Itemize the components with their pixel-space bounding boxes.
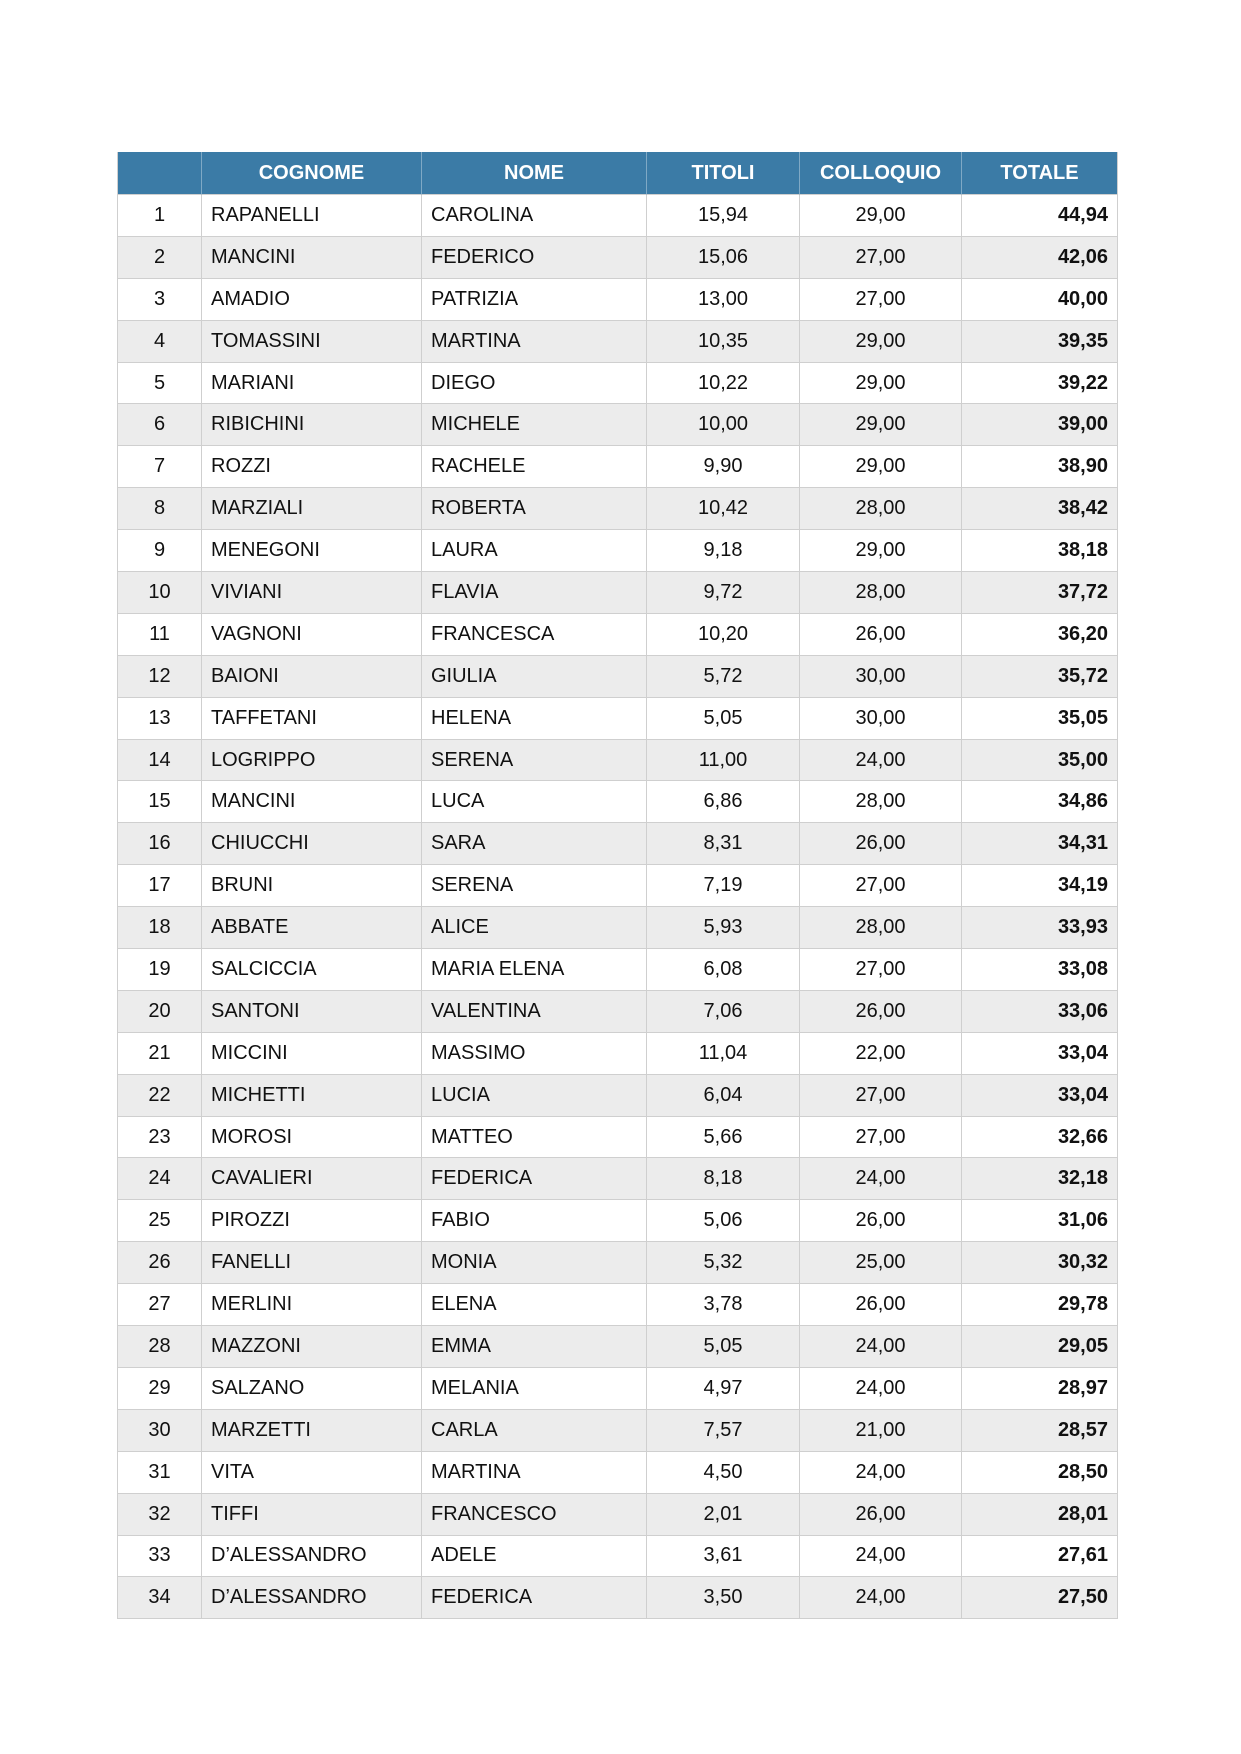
- colloquio-cell: 29,00: [800, 195, 962, 237]
- colloquio-cell: 28,00: [800, 572, 962, 614]
- colloquio-cell: 24,00: [800, 1577, 962, 1619]
- table-row: [118, 237, 1118, 279]
- nome-cell: CARLA: [422, 1410, 647, 1452]
- nome-cell: GIULIA: [422, 656, 647, 698]
- totale-cell: 27,61: [962, 1536, 1118, 1578]
- titoli-cell: 5,05: [647, 1326, 800, 1368]
- nome-cell: FLAVIA: [422, 572, 647, 614]
- totale-cell: 34,31: [962, 823, 1118, 865]
- colloquio-cell: 22,00: [800, 1033, 962, 1075]
- nome-cell: MELANIA: [422, 1368, 647, 1410]
- titoli-cell: 3,50: [647, 1577, 800, 1619]
- totale-cell: 36,20: [962, 614, 1118, 656]
- rank-cell: 13: [118, 698, 202, 740]
- titoli-cell: 5,05: [647, 698, 800, 740]
- nome-cell: FRANCESCA: [422, 614, 647, 656]
- titoli-cell: 5,93: [647, 907, 800, 949]
- table-row: [118, 740, 1118, 782]
- colloquio-cell: 24,00: [800, 740, 962, 782]
- titoli-cell: 8,18: [647, 1158, 800, 1200]
- header-titoli: TITOLI: [647, 152, 800, 195]
- titoli-cell: 4,50: [647, 1452, 800, 1494]
- totale-cell: 42,06: [962, 237, 1118, 279]
- rank-cell: 33: [118, 1536, 202, 1578]
- rank-cell: 28: [118, 1326, 202, 1368]
- totale-cell: 29,05: [962, 1326, 1118, 1368]
- nome-cell: LAURA: [422, 530, 647, 572]
- colloquio-cell: 28,00: [800, 488, 962, 530]
- table-row: [118, 1242, 1118, 1284]
- nome-cell: DIEGO: [422, 363, 647, 405]
- rank-cell: 27: [118, 1284, 202, 1326]
- totale-cell: 27,50: [962, 1577, 1118, 1619]
- table-row: [118, 488, 1118, 530]
- totale-cell: 28,57: [962, 1410, 1118, 1452]
- rank-cell: 22: [118, 1075, 202, 1117]
- rank-cell: 9: [118, 530, 202, 572]
- cognome-cell: MICHETTI: [202, 1075, 422, 1117]
- titoli-cell: 7,19: [647, 865, 800, 907]
- colloquio-cell: 27,00: [800, 1075, 962, 1117]
- table-row: [118, 823, 1118, 865]
- header-colloquio: COLLOQUIO: [800, 152, 962, 195]
- titoli-cell: 9,18: [647, 530, 800, 572]
- totale-cell: 33,06: [962, 991, 1118, 1033]
- rank-cell: 4: [118, 321, 202, 363]
- rank-cell: 32: [118, 1494, 202, 1536]
- totale-cell: 33,04: [962, 1075, 1118, 1117]
- nome-cell: EMMA: [422, 1326, 647, 1368]
- titoli-cell: 6,08: [647, 949, 800, 991]
- rank-cell: 16: [118, 823, 202, 865]
- table-row: [118, 1368, 1118, 1410]
- rank-cell: 30: [118, 1410, 202, 1452]
- totale-cell: 39,00: [962, 404, 1118, 446]
- rank-cell: 31: [118, 1452, 202, 1494]
- rank-cell: 23: [118, 1117, 202, 1159]
- cognome-cell: VAGNONI: [202, 614, 422, 656]
- cognome-cell: SANTONI: [202, 991, 422, 1033]
- cognome-cell: RIBICHINI: [202, 404, 422, 446]
- totale-cell: 32,18: [962, 1158, 1118, 1200]
- cognome-cell: RAPANELLI: [202, 195, 422, 237]
- table-row: [118, 1410, 1118, 1452]
- totale-cell: 31,06: [962, 1200, 1118, 1242]
- table-row: [118, 1284, 1118, 1326]
- titoli-cell: 9,72: [647, 572, 800, 614]
- titoli-cell: 3,61: [647, 1536, 800, 1578]
- cognome-cell: FANELLI: [202, 1242, 422, 1284]
- colloquio-cell: 24,00: [800, 1452, 962, 1494]
- cognome-cell: SALCICCIA: [202, 949, 422, 991]
- nome-cell: SERENA: [422, 740, 647, 782]
- table-row: [118, 698, 1118, 740]
- table-header-row: [118, 152, 1118, 195]
- totale-cell: 28,97: [962, 1368, 1118, 1410]
- colloquio-cell: 29,00: [800, 321, 962, 363]
- nome-cell: MARTINA: [422, 1452, 647, 1494]
- titoli-cell: 11,00: [647, 740, 800, 782]
- nome-cell: VALENTINA: [422, 991, 647, 1033]
- totale-cell: 33,08: [962, 949, 1118, 991]
- titoli-cell: 6,86: [647, 781, 800, 823]
- nome-cell: MASSIMO: [422, 1033, 647, 1075]
- cognome-cell: VIVIANI: [202, 572, 422, 614]
- cognome-cell: TIFFI: [202, 1494, 422, 1536]
- totale-cell: 30,32: [962, 1242, 1118, 1284]
- cognome-cell: VITA: [202, 1452, 422, 1494]
- nome-cell: LUCIA: [422, 1075, 647, 1117]
- totale-cell: 28,50: [962, 1452, 1118, 1494]
- rank-cell: 29: [118, 1368, 202, 1410]
- colloquio-cell: 29,00: [800, 404, 962, 446]
- totale-cell: 38,18: [962, 530, 1118, 572]
- nome-cell: FEDERICO: [422, 237, 647, 279]
- colloquio-cell: 26,00: [800, 823, 962, 865]
- titoli-cell: 8,31: [647, 823, 800, 865]
- table-row: [118, 321, 1118, 363]
- table-row: [118, 1326, 1118, 1368]
- cognome-cell: BRUNI: [202, 865, 422, 907]
- totale-cell: 37,72: [962, 572, 1118, 614]
- nome-cell: CAROLINA: [422, 195, 647, 237]
- colloquio-cell: 27,00: [800, 1117, 962, 1159]
- nome-cell: ELENA: [422, 1284, 647, 1326]
- cognome-cell: MICCINI: [202, 1033, 422, 1075]
- colloquio-cell: 26,00: [800, 1494, 962, 1536]
- cognome-cell: MANCINI: [202, 781, 422, 823]
- nome-cell: MATTEO: [422, 1117, 647, 1159]
- table-row: [118, 949, 1118, 991]
- totale-cell: 33,93: [962, 907, 1118, 949]
- rank-cell: 24: [118, 1158, 202, 1200]
- table-row: [118, 572, 1118, 614]
- colloquio-cell: 30,00: [800, 656, 962, 698]
- rank-cell: 3: [118, 279, 202, 321]
- nome-cell: MICHELE: [422, 404, 647, 446]
- rank-cell: 15: [118, 781, 202, 823]
- nome-cell: LUCA: [422, 781, 647, 823]
- totale-cell: 39,35: [962, 321, 1118, 363]
- totale-cell: 28,01: [962, 1494, 1118, 1536]
- nome-cell: MARIA ELENA: [422, 949, 647, 991]
- rank-cell: 34: [118, 1577, 202, 1619]
- header-rank: [118, 152, 202, 195]
- rank-cell: 25: [118, 1200, 202, 1242]
- cognome-cell: SALZANO: [202, 1368, 422, 1410]
- cognome-cell: ABBATE: [202, 907, 422, 949]
- rank-cell: 20: [118, 991, 202, 1033]
- titoli-cell: 7,57: [647, 1410, 800, 1452]
- nome-cell: PATRIZIA: [422, 279, 647, 321]
- colloquio-cell: 24,00: [800, 1536, 962, 1578]
- cognome-cell: ROZZI: [202, 446, 422, 488]
- titoli-cell: 10,00: [647, 404, 800, 446]
- totale-cell: 35,72: [962, 656, 1118, 698]
- titoli-cell: 5,72: [647, 656, 800, 698]
- titoli-cell: 2,01: [647, 1494, 800, 1536]
- colloquio-cell: 26,00: [800, 1200, 962, 1242]
- rank-cell: 21: [118, 1033, 202, 1075]
- table-row: [118, 404, 1118, 446]
- titoli-cell: 10,35: [647, 321, 800, 363]
- rank-cell: 10: [118, 572, 202, 614]
- titoli-cell: 5,32: [647, 1242, 800, 1284]
- totale-cell: 38,42: [962, 488, 1118, 530]
- cognome-cell: MANCINI: [202, 237, 422, 279]
- table-row: [118, 865, 1118, 907]
- cognome-cell: MERLINI: [202, 1284, 422, 1326]
- nome-cell: MONIA: [422, 1242, 647, 1284]
- titoli-cell: 10,22: [647, 363, 800, 405]
- cognome-cell: MENEGONI: [202, 530, 422, 572]
- nome-cell: SARA: [422, 823, 647, 865]
- cognome-cell: MARZIALI: [202, 488, 422, 530]
- rank-cell: 19: [118, 949, 202, 991]
- colloquio-cell: 25,00: [800, 1242, 962, 1284]
- titoli-cell: 13,00: [647, 279, 800, 321]
- totale-cell: 35,05: [962, 698, 1118, 740]
- totale-cell: 34,19: [962, 865, 1118, 907]
- totale-cell: 44,94: [962, 195, 1118, 237]
- table-row: [118, 907, 1118, 949]
- cognome-cell: MAZZONI: [202, 1326, 422, 1368]
- colloquio-cell: 27,00: [800, 279, 962, 321]
- titoli-cell: 4,97: [647, 1368, 800, 1410]
- titoli-cell: 15,06: [647, 237, 800, 279]
- colloquio-cell: 21,00: [800, 1410, 962, 1452]
- titoli-cell: 5,66: [647, 1117, 800, 1159]
- rank-cell: 17: [118, 865, 202, 907]
- colloquio-cell: 29,00: [800, 446, 962, 488]
- cognome-cell: CAVALIERI: [202, 1158, 422, 1200]
- titoli-cell: 5,06: [647, 1200, 800, 1242]
- nome-cell: ROBERTA: [422, 488, 647, 530]
- cognome-cell: D’ALESSANDRO: [202, 1577, 422, 1619]
- cognome-cell: AMADIO: [202, 279, 422, 321]
- table-row: [118, 195, 1118, 237]
- totale-cell: 32,66: [962, 1117, 1118, 1159]
- header-nome: NOME: [422, 152, 647, 195]
- rank-cell: 8: [118, 488, 202, 530]
- nome-cell: SERENA: [422, 865, 647, 907]
- titoli-cell: 10,20: [647, 614, 800, 656]
- totale-cell: 29,78: [962, 1284, 1118, 1326]
- table-row: [118, 656, 1118, 698]
- titoli-cell: 3,78: [647, 1284, 800, 1326]
- nome-cell: ALICE: [422, 907, 647, 949]
- table-row: [118, 279, 1118, 321]
- cognome-cell: MARIANI: [202, 363, 422, 405]
- table-body: [118, 195, 1118, 1619]
- rank-cell: 18: [118, 907, 202, 949]
- nome-cell: FABIO: [422, 1200, 647, 1242]
- colloquio-cell: 24,00: [800, 1326, 962, 1368]
- colloquio-cell: 28,00: [800, 781, 962, 823]
- ranking-table: [117, 152, 1118, 1619]
- rank-cell: 1: [118, 195, 202, 237]
- table-row: [118, 1117, 1118, 1159]
- rank-cell: 26: [118, 1242, 202, 1284]
- rank-cell: 2: [118, 237, 202, 279]
- titoli-cell: 9,90: [647, 446, 800, 488]
- totale-cell: 39,22: [962, 363, 1118, 405]
- nome-cell: ADELE: [422, 1536, 647, 1578]
- colloquio-cell: 24,00: [800, 1158, 962, 1200]
- cognome-cell: BAIONI: [202, 656, 422, 698]
- colloquio-cell: 26,00: [800, 614, 962, 656]
- rank-cell: 14: [118, 740, 202, 782]
- cognome-cell: CHIUCCHI: [202, 823, 422, 865]
- table-row: [118, 1158, 1118, 1200]
- colloquio-cell: 29,00: [800, 530, 962, 572]
- cognome-cell: TOMASSINI: [202, 321, 422, 363]
- colloquio-cell: 30,00: [800, 698, 962, 740]
- colloquio-cell: 28,00: [800, 907, 962, 949]
- table-row: [118, 614, 1118, 656]
- rank-cell: 7: [118, 446, 202, 488]
- colloquio-cell: 27,00: [800, 237, 962, 279]
- colloquio-cell: 27,00: [800, 949, 962, 991]
- nome-cell: HELENA: [422, 698, 647, 740]
- table-row: [118, 1577, 1118, 1619]
- totale-cell: 38,90: [962, 446, 1118, 488]
- header-cognome: COGNOME: [202, 152, 422, 195]
- titoli-cell: 10,42: [647, 488, 800, 530]
- colloquio-cell: 29,00: [800, 363, 962, 405]
- nome-cell: RACHELE: [422, 446, 647, 488]
- table-row: [118, 1033, 1118, 1075]
- colloquio-cell: 24,00: [800, 1368, 962, 1410]
- table-row: [118, 530, 1118, 572]
- nome-cell: MARTINA: [422, 321, 647, 363]
- totale-cell: 35,00: [962, 740, 1118, 782]
- table-row: [118, 363, 1118, 405]
- nome-cell: FEDERICA: [422, 1158, 647, 1200]
- table-row: [118, 991, 1118, 1033]
- table-row: [118, 1075, 1118, 1117]
- colloquio-cell: 26,00: [800, 991, 962, 1033]
- table-row: [118, 446, 1118, 488]
- nome-cell: FRANCESCO: [422, 1494, 647, 1536]
- table-row: [118, 1200, 1118, 1242]
- header-totale: TOTALE: [962, 152, 1118, 195]
- totale-cell: 33,04: [962, 1033, 1118, 1075]
- titoli-cell: 6,04: [647, 1075, 800, 1117]
- colloquio-cell: 27,00: [800, 865, 962, 907]
- titoli-cell: 15,94: [647, 195, 800, 237]
- rank-cell: 5: [118, 363, 202, 405]
- cognome-cell: TAFFETANI: [202, 698, 422, 740]
- table-row: [118, 781, 1118, 823]
- cognome-cell: MOROSI: [202, 1117, 422, 1159]
- table-row: [118, 1452, 1118, 1494]
- rank-cell: 11: [118, 614, 202, 656]
- cognome-cell: MARZETTI: [202, 1410, 422, 1452]
- cognome-cell: PIROZZI: [202, 1200, 422, 1242]
- rank-cell: 6: [118, 404, 202, 446]
- totale-cell: 40,00: [962, 279, 1118, 321]
- totale-cell: 34,86: [962, 781, 1118, 823]
- table-row: [118, 1536, 1118, 1578]
- cognome-cell: LOGRIPPO: [202, 740, 422, 782]
- colloquio-cell: 26,00: [800, 1284, 962, 1326]
- titoli-cell: 11,04: [647, 1033, 800, 1075]
- nome-cell: FEDERICA: [422, 1577, 647, 1619]
- cognome-cell: D’ALESSANDRO: [202, 1536, 422, 1578]
- titoli-cell: 7,06: [647, 991, 800, 1033]
- rank-cell: 12: [118, 656, 202, 698]
- table-row: [118, 1494, 1118, 1536]
